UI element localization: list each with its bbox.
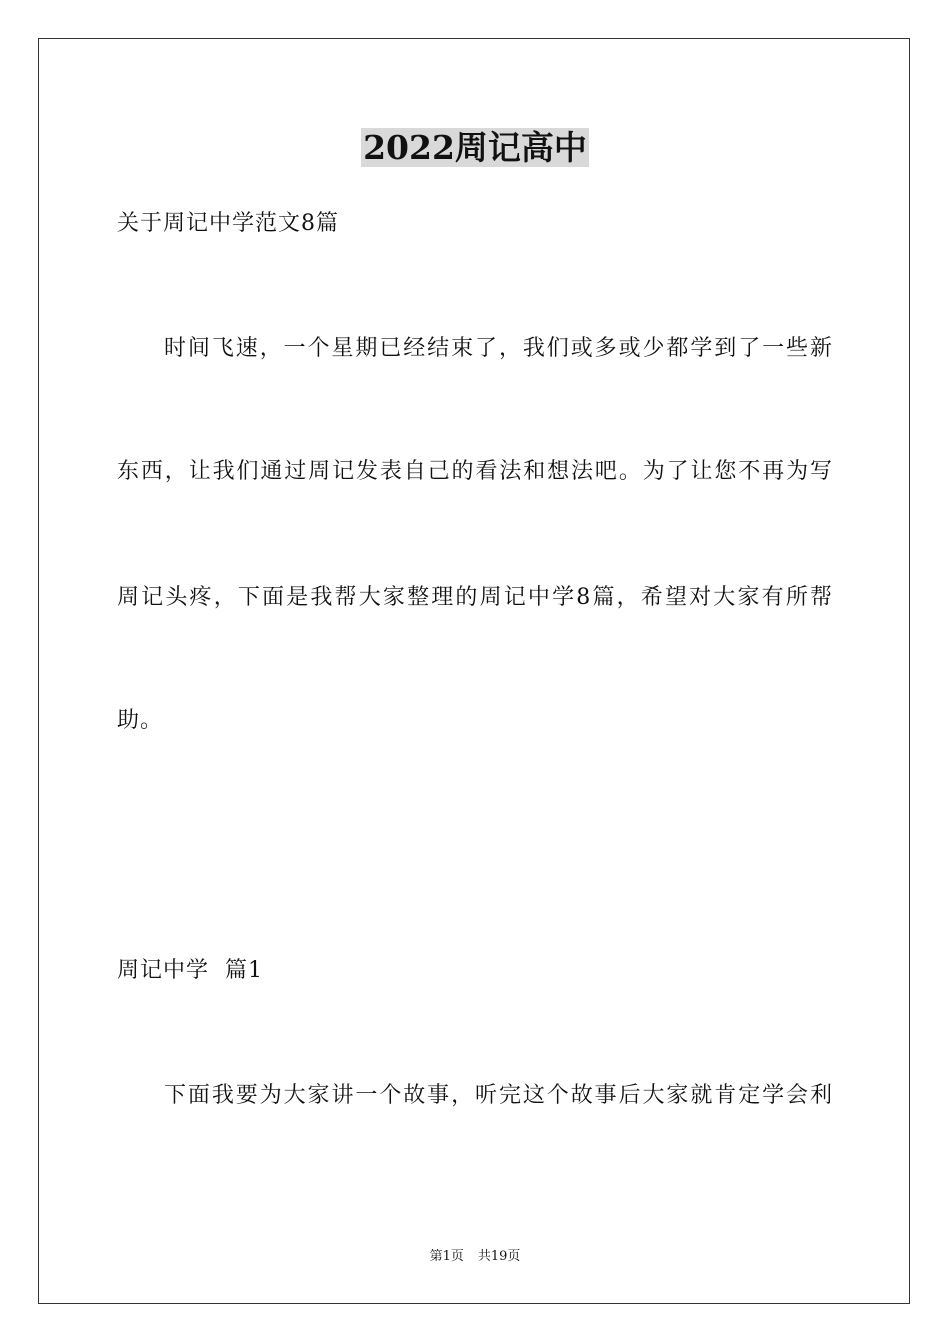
paragraph-line: 助。 [117,708,164,733]
document-title [0,124,950,172]
paragraph-line: 东西，让我们通过周记发表自己的看法和想法吧。为了让您不再为写 [117,459,833,484]
page-total: 共19页 [477,1249,521,1264]
page-footer [0,1248,950,1266]
paragraph-line: 周记头疼，下面是我帮大家整理的周记中学8篇，希望对大家有所帮 [117,585,833,610]
document-subtitle: 关于周记中学范文8篇 [117,211,339,236]
paragraph-line: 下面我要为大家讲一个故事，听完这个故事后大家就肯定学会利 [164,1083,833,1108]
section-heading: 周记中学 篇1 [117,958,263,983]
page-number: 第1页 [429,1249,464,1264]
paragraph-line: 时间飞速，一个星期已经结束了，我们或多或少都学到了一些新 [164,336,833,361]
document-title-text: 2022周记高中 [363,128,587,167]
